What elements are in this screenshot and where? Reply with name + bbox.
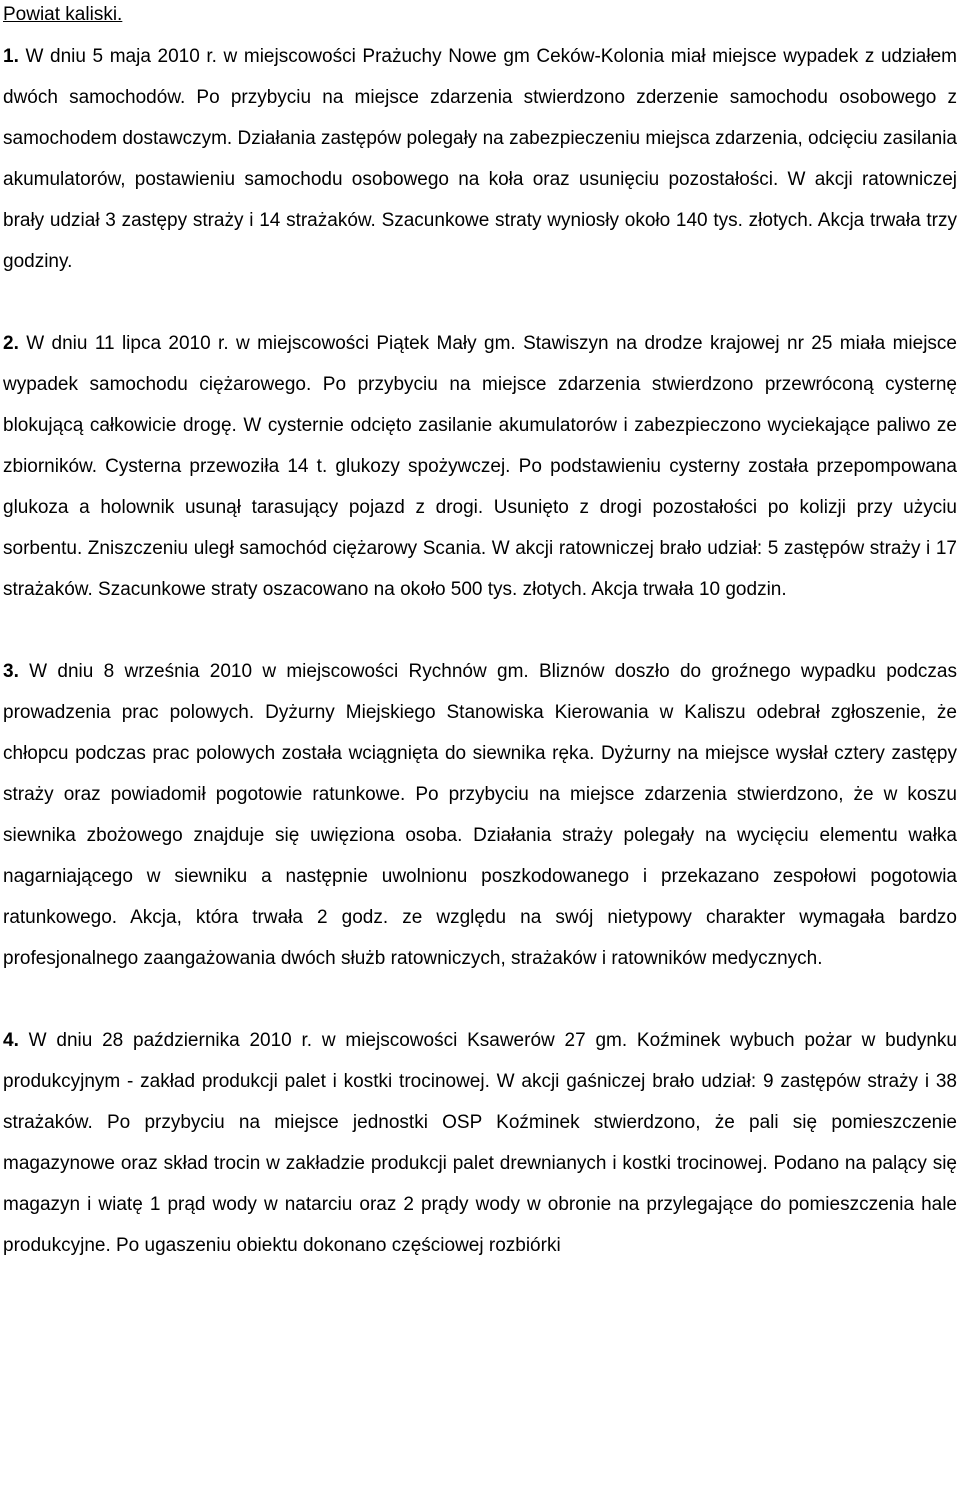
incident-paragraph-3: [3, 651, 957, 979]
incident-paragraph-1: [3, 36, 957, 282]
paragraph-number: 4.: [3, 1030, 19, 1051]
paragraph-number: 2.: [3, 333, 19, 354]
paragraph-text: W dniu 5 maja 2010 r. w miejscowości Prażuchy Nowe gm Ceków-Kolonia miał miejsce wypadek z udziałem dwóch samochodów. Po przybyciu na miejsce zdarzenia stwierdzono zderzenie samochodu osobowego z samochodem dostawczym. Działania zastępów polegały na zabezpieczeniu miejsca zdarzenia, odcięciu zasilania akumulatorów, postawieniu samochodu osobowego na koła oraz usunięciu pozostałości. W akcji ratowniczej brały udział 3 zastępy straży i 14 strażaków. Szacunkowe straty wyniosły około 140 tys. złotych. Akcja trwała trzy godziny.: [3, 46, 957, 272]
paragraph-number: 1.: [3, 46, 19, 67]
document-page: [3, 0, 957, 1266]
section-heading: Powiat kaliski.: [3, 4, 123, 25]
paragraph-number: 3.: [3, 661, 19, 682]
incident-paragraph-2: [3, 323, 957, 610]
paragraph-text: W dniu 11 lipca 2010 r. w miejscowości Piątek Mały gm. Stawiszyn na drodze krajowej nr 25 miała miejsce wypadek samochodu ciężarowego. Po przybyciu na miejsce zdarzenia stwierdzono przewróconą cysternę blokującą całkowicie drogę. W cysternie odcięto zasilanie akumulatorów i zabezpieczono wyciekające paliwo ze zbiorników. Cysterna przewoziła 14 t. glukozy spożywczej. Po podstawieniu cysterny została przepompowana glukoza a holownik usunął tarasujący pojazd z drogi. Usunięto z drogi pozostałości po kolizji przy użyciu sorbentu. Zniszczeniu uległ samochód ciężarowy Scania. W akcji ratowniczej brało udział: 5 zastępów straży i 17 strażaków. Szacunkowe straty oszacowano na około 500 tys. złotych. Akcja trwała 10 godzin.: [3, 333, 957, 600]
paragraph-text: W dniu 28 października 2010 r. w miejscowości Ksawerów 27 gm. Koźminek wybuch pożar w budynku produkcyjnym - zakład produkcji palet i kostki trocinowej. W akcji gaśniczej brało udział: 9 zastępów straży i 38 strażaków. Po przybyciu na miejsce jednostki OSP Koźminek stwierdzono, że pali się pomieszczenie magazynowe oraz skład trocin w zakładzie produkcji palet drewnianych i kostki trocinowej. Podano na palący się magazyn i wiatę 1 prąd wody w natarciu oraz 2 prądy wody w obronie na przylegające do pomieszczenia hale produkcyjne. Po ugaszeniu obiektu dokonano częściowej rozbiórki: [3, 1030, 957, 1256]
incident-paragraph-4: [3, 1020, 957, 1266]
paragraph-text: W dniu 8 września 2010 w miejscowości Rychnów gm. Bliznów doszło do groźnego wypadku podczas prowadzenia prac polowych. Dyżurny Miejskiego Stanowiska Kierowania w Kaliszu odebrał zgłoszenie, że chłopcu podczas prac polowych została wciągnięta do siewnika ręka. Dyżurny na miejsce wysłał cztery zastępy straży oraz powiadomił pogotowie ratunkowe. Po przybyciu na miejsce zdarzenia stwierdzono, że w koszu siewnika zbożowego znajduje się uwięziona osoba. Działania straży polegały na wycięciu elementu wałka nagarniającego w siewniku a następnie uwolnionu poszkodowanego i przekazano zespołowi pogotowia ratunkowego. Akcja, która trwała 2 godz. ze względu na swój nietypowy charakter wymagała bardzo profesjonalnego zaangażowania dwóch służb ratowniczych, strażaków i ratowników medycznych.: [3, 661, 957, 969]
